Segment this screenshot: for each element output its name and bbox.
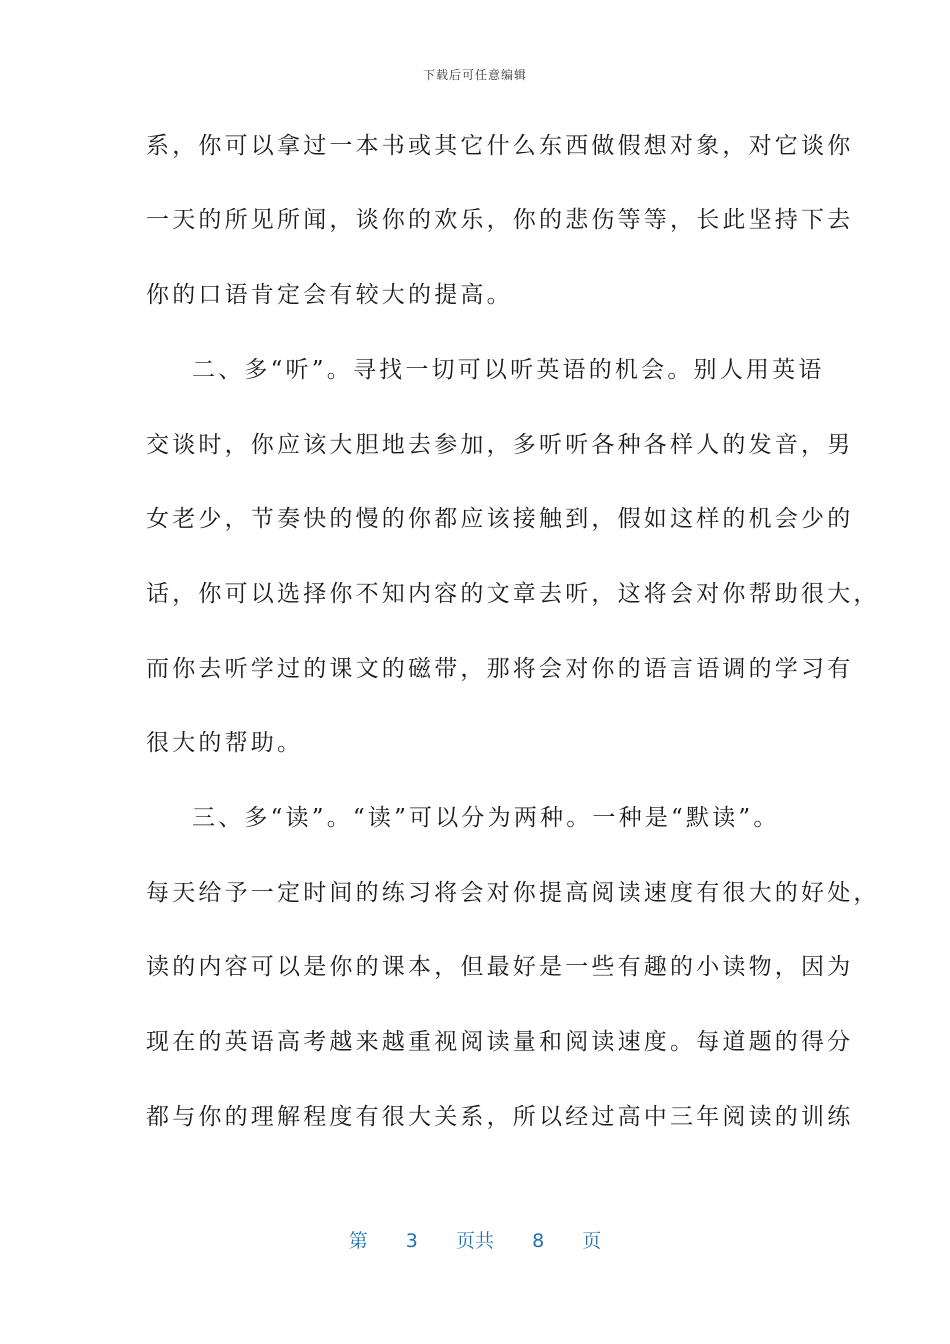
text-line: 二、多“听”。寻找一切可以听英语的机会。别人用英语 [192,357,825,383]
text-line: 你的口语肯定会有较大的提高。 [146,282,513,308]
footer-middle: 页共 [455,1230,494,1252]
text-line: 而你去听学过的课文的磁带，那将会对你的语言语调的学习有 [146,656,854,682]
text-line: 都与你的理解程度有很大关系，所以经过高中三年阅读的训练 [146,1104,854,1130]
text-line: 三、多“读”。“读”可以分为两种。一种是“默读”。 [192,805,780,831]
text-line: 一天的所见所闻，谈你的欢乐，你的悲伤等等，长此坚持下去 [146,207,854,233]
text-line: 很大的帮助。 [146,730,304,756]
footer-total-pages: 8 [532,1230,545,1252]
footer-suffix: 页 [582,1230,602,1252]
text-line: 现在的英语高考越来越重视阅读量和阅读速度。每道题的得分 [146,1029,854,1055]
text-line: 系，你可以拿过一本书或其它什么东西做假想对象，对它谈你 [146,133,854,159]
footer-prefix: 第 [348,1230,368,1252]
text-line: 话，你可以选择你不知内容的文章去听，这将会对你帮助很大， [146,581,880,607]
text-line: 读的内容可以是你的课本，但最好是一些有趣的小读物，因为 [146,954,854,980]
page-footer [0,1226,950,1253]
footer-current-page: 3 [405,1230,418,1252]
page-header: 下载后可任意编辑 [422,68,527,82]
text-line: 交谈时，你应该大胆地去参加，多听听各种各样人的发音，男 [146,432,854,458]
text-line: 女老少，节奏快的慢的你都应该接触到，假如这样的机会少的 [146,506,854,532]
text-line: 每天给予一定时间的练习将会对你提高阅读速度有很大的好处， [146,880,880,906]
